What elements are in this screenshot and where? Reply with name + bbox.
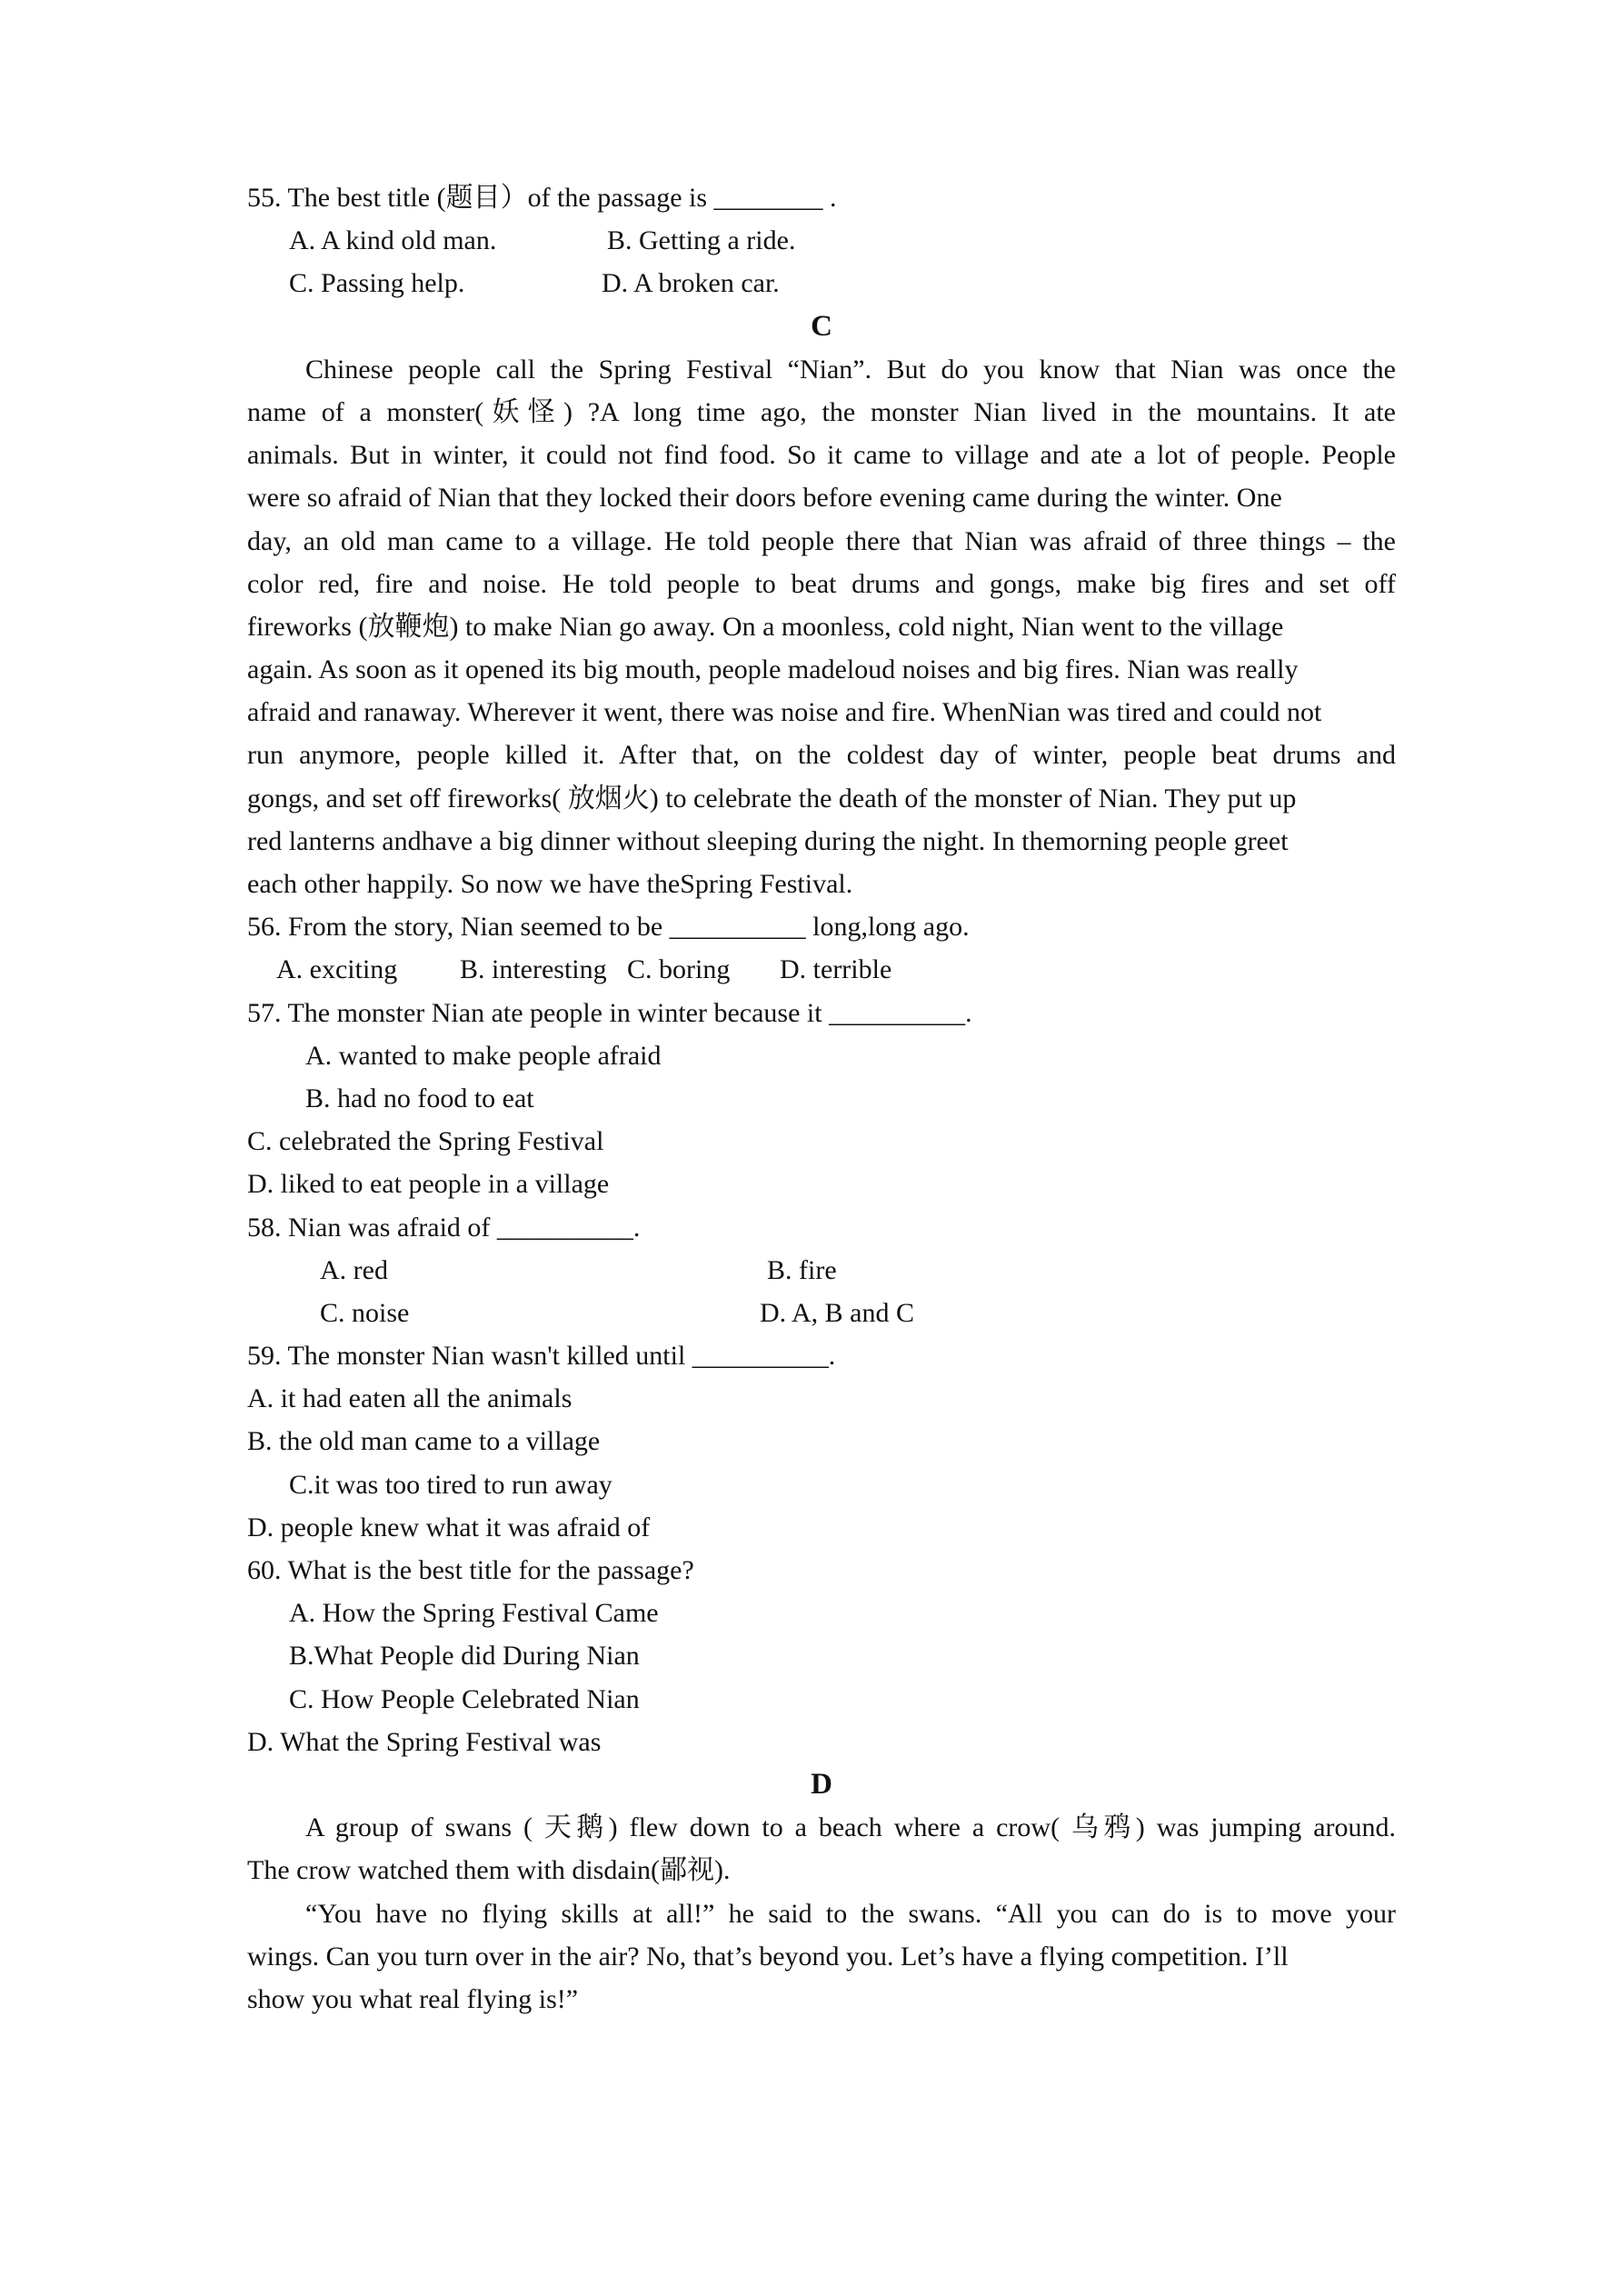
q59-option-d: D. people knew what it was afraid of bbox=[247, 1512, 651, 1542]
passage-line: A group of swans ( 天鹅) flew down to a beach where a crow( 乌鸦) was jumping around. bbox=[305, 1812, 1396, 1843]
passage-line: The crow watched them with disdain(鄙视). bbox=[247, 1855, 731, 1886]
q57-option-a: A. wanted to make people afraid bbox=[305, 1040, 662, 1071]
q58-option-a: A. red bbox=[320, 1254, 388, 1285]
q55-option-a: A. A kind old man. bbox=[289, 225, 497, 256]
q58-options-row1 bbox=[247, 1249, 1396, 1292]
q56-option-a: A. exciting bbox=[276, 954, 398, 985]
q60-option-d: D. What the Spring Festival was bbox=[247, 1726, 602, 1757]
q58-option-b: B. fire bbox=[767, 1254, 837, 1285]
q59-stem: 59. The monster Nian wasn't killed until __________. bbox=[247, 1341, 836, 1372]
passage-line: wings. Can you turn over in the air? No, that’s beyond you. Let’s have a flying competition. I’ll bbox=[247, 1941, 1289, 1972]
q56-options bbox=[247, 948, 1396, 991]
section-d-paragraph-2 bbox=[247, 1892, 1396, 2021]
q56-stem: 56. From the story, Nian seemed to be __________ long,long ago. bbox=[247, 912, 970, 943]
passage-line: Chinese people call the Spring Festival “Nian”. But do you know that Nian was once the bbox=[305, 354, 1396, 384]
q55-option-d: D. A broken car. bbox=[602, 268, 780, 299]
passage-line: day, an old man came to a village. He told people there that Nian was afraid of three things – the bbox=[247, 525, 1396, 556]
q55-option-c: C. Passing help. bbox=[289, 268, 465, 299]
passage-line: fireworks (放鞭炮) to make Nian go away. On a moonless, cold night, Nian went to the village bbox=[247, 611, 1284, 642]
passage-line: each other happily. So now we have theSpring Festival. bbox=[247, 869, 853, 899]
q56-option-d: D. terrible bbox=[780, 954, 892, 985]
passage-line: afraid and ranaway. Wherever it went, there was noise and fire. WhenNian was tired and could not bbox=[247, 697, 1322, 728]
q57-stem: 57. The monster Nian ate people in winter because it __________. bbox=[247, 997, 972, 1028]
q57-option-c: C. celebrated the Spring Festival bbox=[247, 1126, 604, 1157]
exam-page bbox=[247, 176, 1396, 2021]
q55-options-row2 bbox=[247, 262, 1396, 304]
q60-stem: 60. What is the best title for the passage? bbox=[247, 1555, 694, 1585]
section-c-passage bbox=[247, 348, 1396, 905]
passage-line: gongs, and set off fireworks( 放烟火) to celebrate the death of the monster of Nian. They put up bbox=[247, 783, 1297, 814]
q59-option-a: A. it had eaten all the animals bbox=[247, 1383, 573, 1414]
section-c-heading: C bbox=[811, 309, 832, 343]
passage-line: “You have no flying skills at all!” he said to the swans. “All you can do is to move your bbox=[305, 1898, 1396, 1929]
passage-line: red lanterns andhave a big dinner without sleeping during the night. In themorning people greet bbox=[247, 825, 1289, 856]
q60-option-a: A. How the Spring Festival Came bbox=[289, 1598, 659, 1629]
passage-line: color red, fire and noise. He told people to beat drums and gongs, make big fires and set off bbox=[247, 568, 1396, 599]
q56-option-b: B. interesting bbox=[460, 954, 607, 985]
passage-line: again. As soon as it opened its big mouth, people madeloud noises and big fires. Nian was really bbox=[247, 654, 1299, 685]
q55-stem: 55. The best title (题目）of the passage is ________ . bbox=[247, 183, 837, 213]
q58-stem: 58. Nian was afraid of __________. bbox=[247, 1212, 641, 1243]
q57-option-b: B. had no food to eat bbox=[305, 1083, 534, 1113]
passage-line: were so afraid of Nian that they locked their doors before evening came during the winter. One bbox=[247, 483, 1282, 514]
passage-line: show you what real flying is!” bbox=[247, 1983, 579, 2014]
q55-options-row1 bbox=[247, 219, 1396, 262]
section-d-paragraph-1 bbox=[247, 1806, 1396, 1892]
passage-line: run anymore, people killed it. After that, on the coldest day of winter, people beat drums and bbox=[247, 740, 1396, 771]
passage-line: name of a monster(妖怪) ?A long time ago, the monster Nian lived in the mountains. It ate bbox=[247, 396, 1396, 427]
q58-option-c: C. noise bbox=[320, 1297, 410, 1328]
q60-option-c: C. How People Celebrated Nian bbox=[289, 1683, 640, 1714]
q58-option-d: D. A, B and C bbox=[760, 1297, 915, 1328]
section-d-heading: D bbox=[811, 1767, 832, 1801]
q59-option-b: B. the old man came to a village bbox=[247, 1426, 601, 1457]
q56-option-c: C. boring bbox=[627, 954, 731, 985]
q58-options-row2 bbox=[247, 1292, 1396, 1334]
q57-option-d: D. liked to eat people in a village bbox=[247, 1169, 610, 1200]
passage-line: animals. But in winter, it could not find food. So it came to village and ate a lot of people. People bbox=[247, 440, 1396, 471]
q55-option-b: B. Getting a ride. bbox=[607, 225, 796, 256]
q60-option-b: B.What People did During Nian bbox=[289, 1641, 640, 1672]
q59-option-c: C.it was too tired to run away bbox=[289, 1469, 612, 1500]
